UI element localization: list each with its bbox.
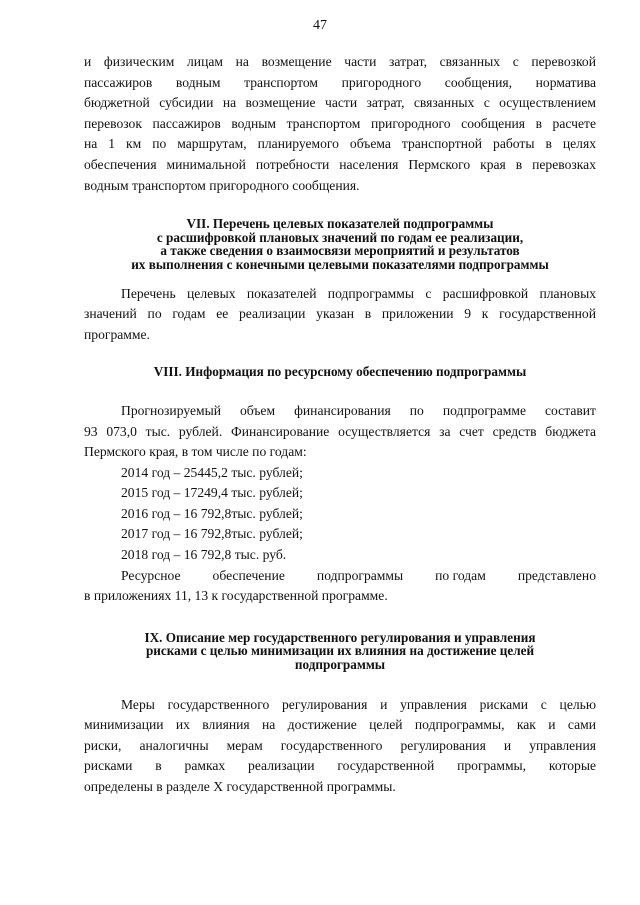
text-line: риски, аналогичны мерам государственного регулирования и управления [84, 737, 596, 753]
resource-word: обеспечение [212, 567, 285, 583]
list-item: 2018 год – 16 792,8 тыс. руб. [121, 547, 287, 563]
resource-line [84, 566, 596, 587]
list-item: 2016 год – 16 792,8тыс. рублей; [121, 505, 303, 521]
resource-word: представлено [517, 567, 596, 583]
text-line: 93 073,0 тыс. рублей. Финансирование осуществляется за счет средств бюджета [84, 423, 596, 439]
text-line: бюджетной субсидии на возмещение части затрат, связанных с осуществлением [84, 95, 596, 111]
section-9-text [84, 695, 596, 798]
text-line: обеспечения минимальной потребности населения Пермского края в перевозках [84, 156, 596, 172]
text-line: на 1 км по маршрутам, планируемого объема транспортной работы в целях [84, 136, 596, 152]
text-line: минимизации их влияния на достижение целей подпрограммы, как и сами [84, 717, 596, 733]
list-item: 2015 год – 17249,4 тыс. рублей; [121, 485, 303, 501]
text-line: Пермского края, в том числе по годам: [84, 444, 307, 460]
text-line: Меры государственного регулирования и управления рисками с целью [121, 696, 596, 712]
heading-line: подпрограммы [294, 657, 386, 673]
heading-line: их выполнения с конечными целевыми показателями подпрограммы [131, 256, 549, 272]
heading-line: VII. Перечень целевых показателей подпрограммы [186, 216, 494, 232]
text-line: определены в разделе X государственной программы. [84, 779, 396, 794]
text-line: перевозок пассажиров водным транспортом пригородного сообщения в расчете [84, 115, 596, 131]
resource-word: Ресурсное [121, 567, 181, 583]
resource-word: подпрограммы [316, 567, 404, 583]
section-8-heading: VIII. Информация по ресурсному обеспечению подпрограммы [153, 364, 527, 380]
heading-line: IX. Описание мер государственного регулирования и управления [144, 629, 536, 645]
section-8-text [84, 401, 596, 463]
text-line: рисками в рамках реализации государственной программы, которые [84, 758, 596, 774]
list-item: 2014 год – 25445,2 тыс. рублей; [121, 464, 303, 480]
section-7-text [84, 284, 596, 346]
text-line: значений по годам ее реализации указан в приложении 9 к государственной [84, 306, 596, 322]
section-9-heading [84, 631, 596, 672]
heading-line: а также сведения о взаимосвязи мероприятий и результатов [160, 243, 520, 259]
list-item: 2017 год – 16 792,8тыс. рублей; [121, 526, 303, 542]
text-line: Прогнозируемый объем финансирования по подпрограмме составит [121, 402, 596, 418]
paragraph-transport-subsidy [84, 52, 596, 196]
text-line: Перечень целевых показателей подпрограммы с расшифровкой плановых [121, 285, 596, 301]
funding-by-year-list [84, 463, 596, 566]
resource-tail: в приложениях 11, 13 к государственной программе. [84, 588, 388, 604]
text-line: водным транспортом пригородного сообщения. [84, 177, 360, 193]
page-number: 47 [313, 18, 327, 33]
section-7-heading [84, 217, 596, 271]
text-line: программе. [84, 326, 150, 342]
text-line: пассажиров водным транспортом пригородного сообщения, норматива [84, 74, 596, 90]
heading-line: рисками с целью минимизации их влияния на достижение целей [145, 643, 535, 659]
page-content [84, 52, 596, 798]
text-line: и физическим лицам на возмещение части затрат, связанных с перевозкой [84, 54, 596, 69]
resource-word: по годам [435, 567, 486, 583]
heading-line: с расшифровкой плановых значений по годам ее реализации, [156, 229, 524, 245]
